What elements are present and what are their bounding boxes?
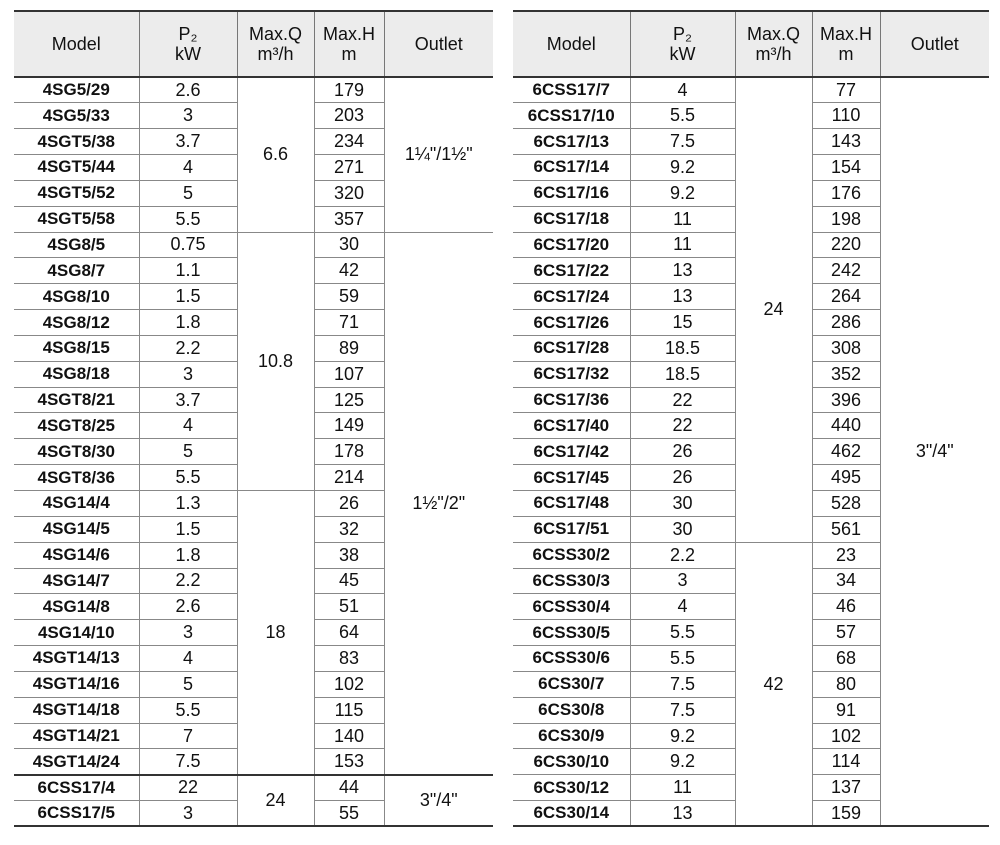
maxh-cell: 320 (314, 180, 384, 206)
p2-cell: 9.2 (630, 749, 735, 775)
table-row (14, 77, 493, 103)
p2-cell: 0.75 (139, 232, 237, 258)
p2-cell: 5 (139, 180, 237, 206)
model-cell: 4SG14/4 (14, 491, 139, 517)
p2-cell: 1.8 (139, 310, 237, 336)
model-cell: 6CS17/48 (513, 491, 630, 517)
p2-cell: 2.6 (139, 77, 237, 103)
maxh-cell: 308 (812, 335, 880, 361)
p2-cell: 7.5 (630, 697, 735, 723)
model-cell: 4SG5/29 (14, 77, 139, 103)
model-cell: 4SG14/7 (14, 568, 139, 594)
p2-cell: 13 (630, 258, 735, 284)
model-cell: 6CS30/12 (513, 775, 630, 801)
model-cell: 4SG14/10 (14, 620, 139, 646)
maxh-cell: 203 (314, 103, 384, 129)
maxh-cell: 46 (812, 594, 880, 620)
model-cell: 6CS17/26 (513, 310, 630, 336)
p2-cell: 1.5 (139, 284, 237, 310)
model-cell: 6CSS30/4 (513, 594, 630, 620)
model-cell: 6CS17/14 (513, 155, 630, 181)
header-maxh: Max.H m (314, 11, 384, 77)
maxh-cell: 115 (314, 697, 384, 723)
maxh-cell: 149 (314, 413, 384, 439)
model-cell: 4SGT8/30 (14, 439, 139, 465)
p2-cell: 5.5 (630, 103, 735, 129)
maxh-cell: 234 (314, 129, 384, 155)
p2-cell: 7 (139, 723, 237, 749)
model-cell: 4SG14/6 (14, 542, 139, 568)
maxh-cell: 42 (314, 258, 384, 284)
maxh-cell: 220 (812, 232, 880, 258)
p2-cell: 5.5 (139, 206, 237, 232)
model-cell: 4SGT8/36 (14, 465, 139, 491)
p2-cell: 7.5 (139, 749, 237, 775)
maxh-cell: 71 (314, 310, 384, 336)
maxq-cell: 10.8 (237, 232, 314, 490)
model-cell: 4SGT5/38 (14, 129, 139, 155)
p2-cell: 30 (630, 491, 735, 517)
p2-cell: 3 (139, 620, 237, 646)
model-cell: 4SGT14/21 (14, 723, 139, 749)
model-cell: 4SG5/33 (14, 103, 139, 129)
maxh-cell: 159 (812, 801, 880, 827)
maxh-cell: 77 (812, 77, 880, 103)
p2-cell: 5 (139, 439, 237, 465)
maxh-cell: 179 (314, 77, 384, 103)
model-cell: 6CS17/40 (513, 413, 630, 439)
p2-cell: 2.2 (139, 568, 237, 594)
pump-spec-table-right (513, 10, 989, 827)
p2-cell: 9.2 (630, 180, 735, 206)
model-cell: 6CSS17/5 (14, 801, 139, 827)
pump-spec-table-left (14, 10, 493, 827)
model-cell: 6CSS30/5 (513, 620, 630, 646)
model-cell: 4SGT8/21 (14, 387, 139, 413)
header-row (14, 11, 493, 77)
p2-cell: 22 (630, 387, 735, 413)
model-cell: 4SG14/8 (14, 594, 139, 620)
model-cell: 4SGT14/13 (14, 646, 139, 672)
outlet-cell: 3"/4" (384, 775, 493, 827)
maxh-cell: 23 (812, 542, 880, 568)
model-cell: 4SGT14/24 (14, 749, 139, 775)
p2-cell: 5.5 (630, 646, 735, 672)
maxh-cell: 140 (314, 723, 384, 749)
p2-cell: 18.5 (630, 361, 735, 387)
model-cell: 6CS17/51 (513, 516, 630, 542)
maxh-cell: 176 (812, 180, 880, 206)
model-cell: 6CS17/18 (513, 206, 630, 232)
p2-cell: 2.6 (139, 594, 237, 620)
header-outlet: Outlet (384, 11, 493, 77)
model-cell: 4SGT8/25 (14, 413, 139, 439)
model-cell: 6CS30/10 (513, 749, 630, 775)
maxh-cell: 107 (314, 361, 384, 387)
maxh-cell: 271 (314, 155, 384, 181)
p2-cell: 4 (139, 155, 237, 181)
model-cell: 4SG8/10 (14, 284, 139, 310)
outlet-cell: 1½"/2" (384, 232, 493, 775)
maxh-cell: 137 (812, 775, 880, 801)
maxh-cell: 102 (812, 723, 880, 749)
p2-cell: 22 (139, 775, 237, 801)
maxh-cell: 495 (812, 465, 880, 491)
maxh-cell: 462 (812, 439, 880, 465)
p2-cell: 26 (630, 439, 735, 465)
model-cell: 6CS30/9 (513, 723, 630, 749)
p2-cell: 4 (630, 594, 735, 620)
p2-cell: 11 (630, 232, 735, 258)
p2-cell: 11 (630, 206, 735, 232)
maxh-cell: 114 (812, 749, 880, 775)
p2-cell: 3.7 (139, 129, 237, 155)
p2-cell: 3 (139, 361, 237, 387)
maxh-cell: 64 (314, 620, 384, 646)
model-cell: 6CS17/24 (513, 284, 630, 310)
model-cell: 4SGT14/18 (14, 697, 139, 723)
maxh-cell: 89 (314, 335, 384, 361)
p2-cell: 3.7 (139, 387, 237, 413)
maxh-cell: 51 (314, 594, 384, 620)
p2-cell: 1.5 (139, 516, 237, 542)
model-cell: 6CSS30/6 (513, 646, 630, 672)
maxh-cell: 528 (812, 491, 880, 517)
maxh-cell: 178 (314, 439, 384, 465)
maxq-cell: 24 (735, 77, 812, 542)
model-cell: 6CS17/20 (513, 232, 630, 258)
header-maxh: Max.H m (812, 11, 880, 77)
maxh-cell: 45 (314, 568, 384, 594)
header-model: Model (14, 11, 139, 77)
maxh-cell: 214 (314, 465, 384, 491)
p2-cell: 13 (630, 284, 735, 310)
p2-cell: 7.5 (630, 129, 735, 155)
maxh-cell: 561 (812, 516, 880, 542)
p2-cell: 5.5 (139, 465, 237, 491)
model-cell: 4SG8/18 (14, 361, 139, 387)
p2-cell: 15 (630, 310, 735, 336)
maxh-cell: 80 (812, 671, 880, 697)
maxh-cell: 125 (314, 387, 384, 413)
model-cell: 6CS17/45 (513, 465, 630, 491)
p2-cell: 1.8 (139, 542, 237, 568)
model-cell: 6CS17/16 (513, 180, 630, 206)
maxh-cell: 264 (812, 284, 880, 310)
model-cell: 6CS17/36 (513, 387, 630, 413)
model-cell: 4SG8/12 (14, 310, 139, 336)
p2-cell: 1.1 (139, 258, 237, 284)
p2-cell: 1.3 (139, 491, 237, 517)
model-cell: 4SGT5/44 (14, 155, 139, 181)
maxh-cell: 26 (314, 491, 384, 517)
maxh-cell: 198 (812, 206, 880, 232)
p2-cell: 30 (630, 516, 735, 542)
maxh-cell: 396 (812, 387, 880, 413)
p2-cell: 2.2 (630, 542, 735, 568)
model-cell: 6CS17/42 (513, 439, 630, 465)
outlet-cell: 1¼"/1½" (384, 77, 493, 232)
model-cell: 6CS17/32 (513, 361, 630, 387)
maxh-cell: 154 (812, 155, 880, 181)
maxh-cell: 91 (812, 697, 880, 723)
p2-cell: 7.5 (630, 671, 735, 697)
header-p2: P₂ kW (139, 11, 237, 77)
header-model: Model (513, 11, 630, 77)
maxh-cell: 44 (314, 775, 384, 801)
model-cell: 6CSS17/7 (513, 77, 630, 103)
model-cell: 6CSS30/3 (513, 568, 630, 594)
header-maxq: Max.Q m³/h (237, 11, 314, 77)
maxh-cell: 83 (314, 646, 384, 672)
header-p2: P₂ kW (630, 11, 735, 77)
p2-cell: 9.2 (630, 723, 735, 749)
model-cell: 6CSS17/4 (14, 775, 139, 801)
maxh-cell: 153 (314, 749, 384, 775)
maxh-cell: 57 (812, 620, 880, 646)
p2-cell: 3 (139, 103, 237, 129)
maxq-cell: 24 (237, 775, 314, 827)
model-cell: 4SG8/5 (14, 232, 139, 258)
maxh-cell: 357 (314, 206, 384, 232)
maxh-cell: 38 (314, 542, 384, 568)
maxh-cell: 30 (314, 232, 384, 258)
model-cell: 6CS30/7 (513, 671, 630, 697)
header-maxq: Max.Q m³/h (735, 11, 812, 77)
p2-cell: 2.2 (139, 335, 237, 361)
maxh-cell: 110 (812, 103, 880, 129)
p2-cell: 4 (139, 646, 237, 672)
model-cell: 6CSS30/2 (513, 542, 630, 568)
table-row (513, 77, 989, 103)
p2-cell: 3 (630, 568, 735, 594)
model-cell: 6CS30/8 (513, 697, 630, 723)
maxq-cell: 18 (237, 491, 314, 775)
p2-cell: 13 (630, 801, 735, 827)
p2-cell: 26 (630, 465, 735, 491)
maxh-cell: 34 (812, 568, 880, 594)
maxh-cell: 352 (812, 361, 880, 387)
maxh-cell: 59 (314, 284, 384, 310)
p2-cell: 18.5 (630, 335, 735, 361)
maxh-cell: 68 (812, 646, 880, 672)
p2-cell: 22 (630, 413, 735, 439)
table-row (14, 232, 493, 258)
model-cell: 4SGT14/16 (14, 671, 139, 697)
header-row (513, 11, 989, 77)
model-cell: 4SGT5/52 (14, 180, 139, 206)
p2-cell: 5.5 (630, 620, 735, 646)
maxq-cell: 6.6 (237, 77, 314, 232)
maxh-cell: 102 (314, 671, 384, 697)
p2-cell: 5.5 (139, 697, 237, 723)
model-cell: 6CS17/13 (513, 129, 630, 155)
p2-cell: 3 (139, 801, 237, 827)
model-cell: 4SG14/5 (14, 516, 139, 542)
maxh-cell: 32 (314, 516, 384, 542)
model-cell: 6CSS17/10 (513, 103, 630, 129)
model-cell: 4SG8/15 (14, 335, 139, 361)
model-cell: 6CS30/14 (513, 801, 630, 827)
maxh-cell: 143 (812, 129, 880, 155)
model-cell: 4SGT5/58 (14, 206, 139, 232)
p2-cell: 4 (139, 413, 237, 439)
table-row (14, 775, 493, 801)
maxh-cell: 242 (812, 258, 880, 284)
model-cell: 6CS17/22 (513, 258, 630, 284)
header-outlet: Outlet (880, 11, 989, 77)
outlet-cell: 3"/4" (880, 77, 989, 826)
p2-cell: 9.2 (630, 155, 735, 181)
maxh-cell: 286 (812, 310, 880, 336)
maxh-cell: 55 (314, 801, 384, 827)
model-cell: 6CS17/28 (513, 335, 630, 361)
maxq-cell: 42 (735, 542, 812, 826)
model-cell: 4SG8/7 (14, 258, 139, 284)
p2-cell: 4 (630, 77, 735, 103)
maxh-cell: 440 (812, 413, 880, 439)
p2-cell: 5 (139, 671, 237, 697)
p2-cell: 11 (630, 775, 735, 801)
